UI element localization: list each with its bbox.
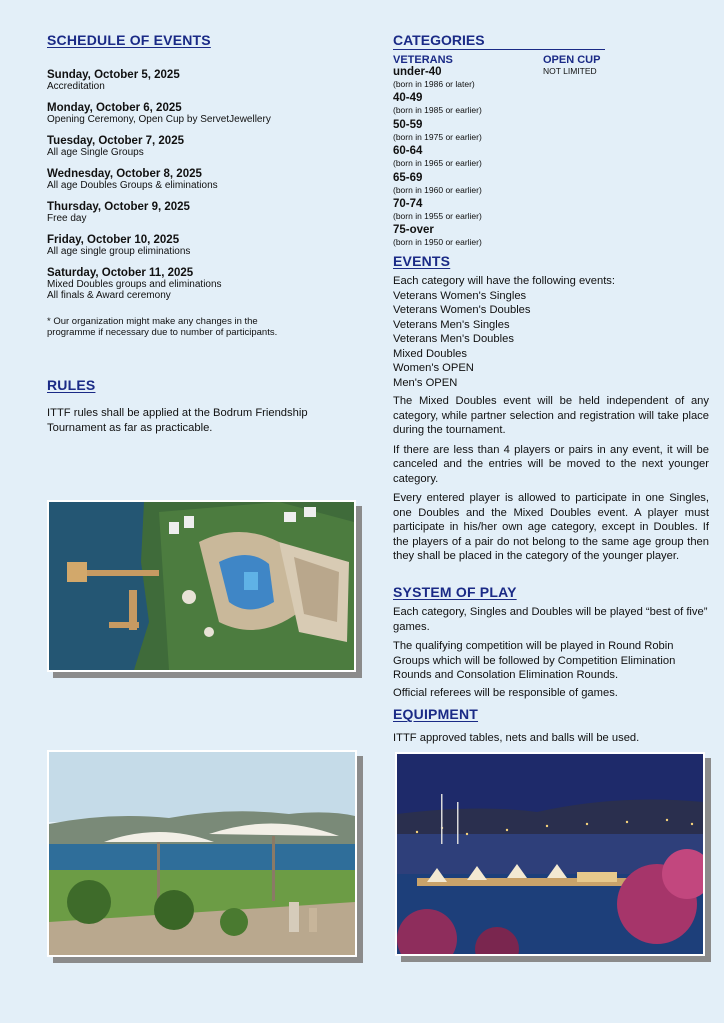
schedule-title: SCHEDULE OF EVENTS	[47, 32, 211, 48]
category-item	[393, 92, 543, 118]
schedule-list	[47, 69, 367, 300]
category-sub: (born in 1986 or later)	[393, 79, 475, 89]
rules-line: Tournament as far as practicable.	[47, 421, 213, 434]
event-item: Veterans Men's Singles	[393, 318, 510, 331]
schedule-day	[47, 102, 367, 135]
rules-text	[47, 406, 367, 435]
category-item	[393, 119, 543, 145]
system-paragraph: The qualifying competition will be played in Round Robin Groups which will be followed by Competition Elimination Rounds and Consolation Elimination Rounds.	[393, 640, 676, 681]
day-date: Saturday, October 11, 2025	[47, 267, 194, 279]
event-item: Mixed Doubles	[393, 347, 467, 360]
schedule-day	[47, 135, 367, 168]
category-sub: (born in 1955 or earlier)	[393, 210, 482, 221]
schedule-day	[47, 201, 367, 234]
day-date: Thursday, October 9, 2025	[47, 201, 190, 213]
day-date: Wednesday, October 8, 2025	[47, 168, 202, 180]
day-desc: Free day	[47, 213, 87, 224]
category-sub: (born in 1960 or earlier)	[393, 184, 482, 195]
category-sub: (born in 1985 or earlier)	[393, 105, 482, 116]
note-line: programme if necessary due to number of participants.	[47, 327, 278, 338]
events-paragraph: The Mixed Doubles event will be held independent of any category, while partner selection and registration will take place during the tournament.	[393, 395, 709, 436]
category-item	[393, 198, 543, 224]
day-desc: Opening Ceremony, Open Cup by ServetJewellery	[47, 114, 271, 125]
system-section	[393, 605, 709, 700]
day-desc: Accreditation	[47, 81, 105, 92]
note-line: * Our organization might make any changes in the	[47, 316, 258, 327]
day-date: Monday, October 6, 2025	[47, 102, 182, 114]
category-label: 60-64	[393, 145, 423, 158]
day-desc: Mixed Doubles groups and eliminations	[47, 279, 222, 290]
day-date: Sunday, October 5, 2025	[47, 69, 180, 81]
category-item	[393, 66, 543, 92]
day-date: Friday, October 10, 2025	[47, 234, 180, 246]
events-section	[393, 274, 709, 564]
events-paragraph: Every entered player is allowed to participate in one Singles, one Doubles and the Mixed Doubles event. A player must participate in his/her own age category, except in Doubles. If the players of a pair do not belong to the same age group then they shall be placed in the category of the younger player.	[393, 492, 709, 562]
event-item: Men's OPEN	[393, 376, 458, 389]
day-desc: All age Single Groups	[47, 147, 144, 158]
system-title: SYSTEM OF PLAY	[393, 584, 517, 600]
schedule-day	[47, 168, 367, 201]
equipment-title: EQUIPMENT	[393, 706, 479, 722]
category-label: 75-over	[393, 224, 434, 237]
schedule-note	[47, 316, 367, 338]
resort-aerial-photo	[47, 500, 356, 672]
day-desc: All age single group eliminations	[47, 246, 191, 257]
event-item: Veterans Women's Doubles	[393, 304, 531, 316]
schedule-day	[47, 69, 367, 102]
garden-umbrellas-photo	[47, 750, 357, 957]
schedule-day	[47, 234, 367, 267]
day-desc: All finals & Award ceremony	[47, 290, 171, 301]
category-item	[393, 224, 543, 250]
event-item: Veterans Women's Singles	[393, 289, 527, 302]
evening-pier-photo	[395, 752, 705, 956]
categories-title: CATEGORIES	[393, 32, 605, 50]
open-cup-sub: NOT LIMITED	[543, 66, 597, 76]
events-intro: Each category will have the following events:	[393, 275, 616, 287]
category-label: 70-74	[393, 197, 423, 210]
system-paragraph: Each category, Singles and Doubles will be played “best of five” games.	[393, 606, 708, 633]
day-desc: All age Doubles Groups & eliminations	[47, 180, 218, 191]
category-sub: (born in 1950 or earlier)	[393, 237, 482, 248]
veterans-header: VETERANS	[393, 54, 453, 66]
event-item: Women's OPEN	[393, 362, 474, 374]
category-item	[393, 145, 543, 171]
category-item	[393, 172, 543, 198]
open-cup-header: OPEN CUP	[543, 54, 601, 66]
category-label: 50-59	[393, 118, 423, 131]
events-paragraph: If there are less than 4 players or pairs in any event, it will be canceled and the entries will be moved to the next younger category.	[393, 443, 709, 485]
category-label: under-40	[393, 66, 442, 78]
event-item: Veterans Men's Doubles	[393, 333, 514, 345]
schedule-day	[47, 267, 367, 300]
category-sub: (born in 1965 or earlier)	[393, 158, 482, 169]
rules-line: ITTF rules shall be applied at the Bodrum Friendship	[47, 407, 308, 419]
equipment-text: ITTF approved tables, nets and balls will be used.	[393, 732, 640, 744]
events-title: EVENTS	[393, 253, 451, 269]
category-label: 65-69	[393, 171, 423, 184]
day-date: Tuesday, October 7, 2025	[47, 135, 184, 147]
categories-list	[393, 66, 543, 251]
rules-title: RULES	[47, 377, 96, 393]
category-label: 40-49	[393, 92, 423, 105]
system-paragraph: Official referees will be responsible of games.	[393, 686, 618, 699]
category-sub: (born in 1975 or earlier)	[393, 131, 482, 142]
